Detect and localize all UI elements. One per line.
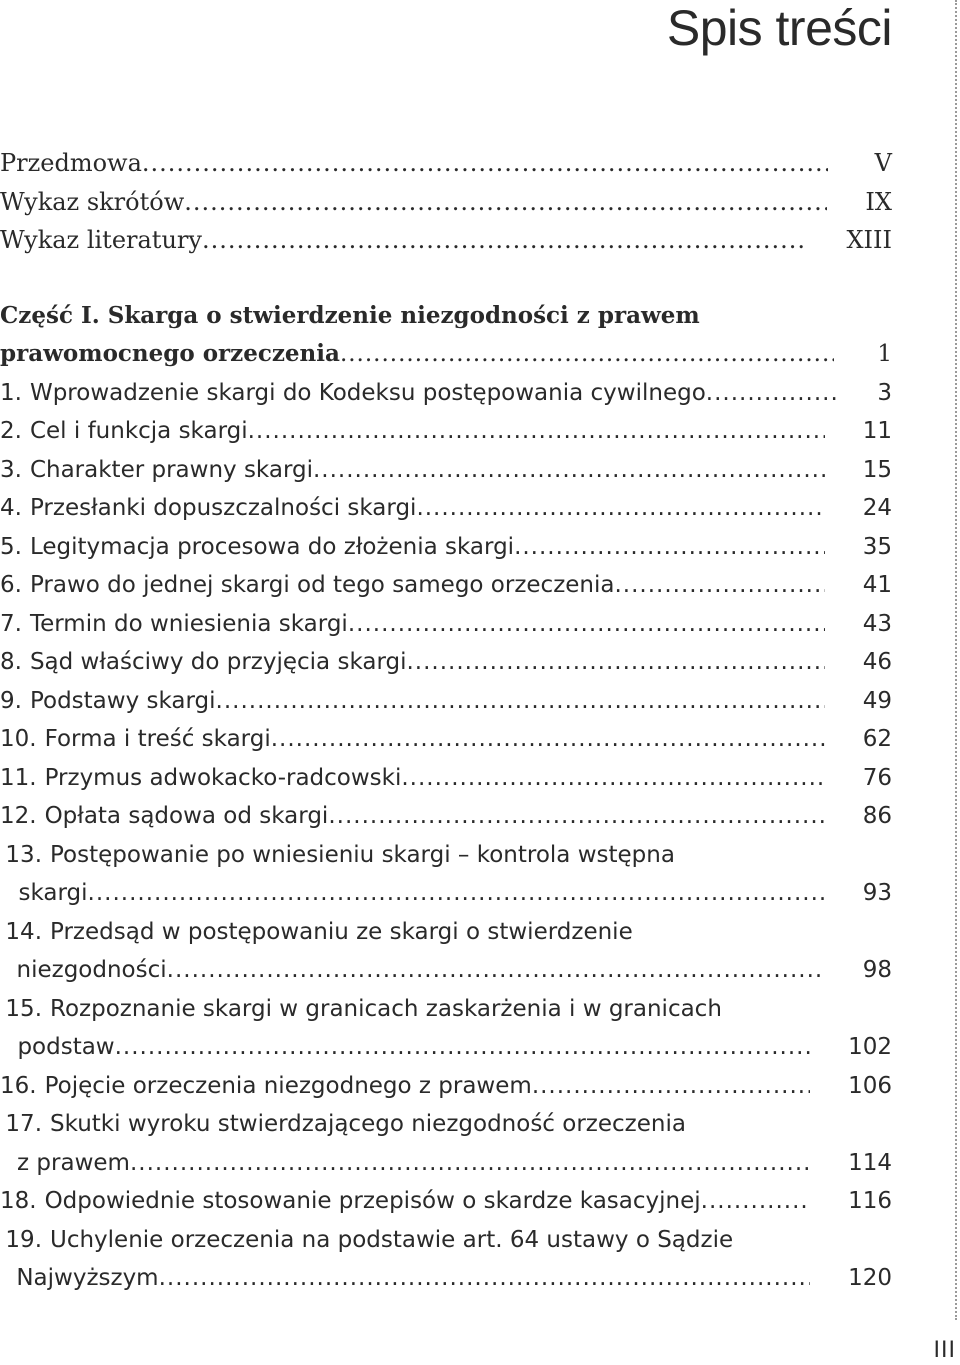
leader-dots (401, 759, 824, 798)
toc-entry-preface[interactable] (0, 144, 892, 183)
chapter-number: 14. (5, 918, 42, 945)
toc-entry-page: V (874, 149, 892, 177)
chapter-title: Forma i treść skargi (44, 726, 271, 752)
chapter-title: niezgodności (16, 957, 167, 983)
toc-entry-page: 49 (862, 687, 892, 714)
leader-dots (532, 1067, 810, 1106)
leader-dots (706, 374, 840, 413)
toc-entry-page: 102 (848, 1034, 892, 1060)
leader-dots (184, 183, 827, 222)
leader-dots (130, 1144, 810, 1183)
toc-entry-page: 11 (862, 418, 892, 444)
toc-part-heading[interactable] (0, 297, 892, 374)
chapter-title: Sąd właściwy do przyjęcia skargi (29, 649, 407, 675)
chapter-list (0, 374, 892, 1298)
toc-chapter-entry[interactable] (0, 836, 892, 913)
chapter-title: Skutki wyroku stwierdzającego niezgodność orzeczenia (50, 1111, 686, 1137)
section-gap (0, 260, 892, 297)
toc-chapter-entry[interactable] (0, 1182, 892, 1221)
chapter-number: 18. (0, 1188, 37, 1214)
chapter-title: Rozpoznanie skargi w granicach zaskarżenia i w granicach (50, 995, 722, 1022)
leader-dots (248, 412, 825, 451)
toc-entry-page: 24 (862, 495, 892, 521)
toc-chapter-entry[interactable] (0, 489, 892, 528)
chapter-number: 11. (0, 764, 37, 791)
chapter-title: z prawem (17, 1149, 130, 1176)
leader-dots (167, 951, 825, 990)
chapter-title: Przymus adwokacko-radcowski (44, 764, 402, 791)
toc-entry-page: 43 (862, 610, 892, 637)
chapter-number: 7. (0, 610, 22, 637)
front-matter-list (0, 144, 892, 260)
toc-chapter-entry[interactable] (0, 682, 892, 721)
toc-entry-page: 106 (848, 1072, 892, 1099)
chapter-title: Cel i funkcja skargi (29, 418, 248, 444)
toc-chapter-entry[interactable] (0, 643, 892, 682)
chapter-title: Opłata sądowa od skargi (44, 803, 329, 829)
chapter-number: 19. (5, 1226, 42, 1253)
chapter-number: 5. (0, 533, 22, 560)
chapter-title: Odpowiednie stosowanie przepisów o skardze kasacyjnej (44, 1188, 701, 1214)
toc-chapter-entry[interactable] (0, 566, 892, 605)
chapter-title: Termin do wniesienia skargi (29, 610, 348, 637)
toc-entry-page: 35 (862, 533, 892, 560)
toc-chapter-entry[interactable] (0, 720, 892, 759)
toc-chapter-entry[interactable] (0, 374, 892, 413)
chapter-title: Podstawy skargi (29, 687, 216, 714)
leader-dots (615, 566, 825, 605)
toc-entry-page: 120 (848, 1265, 892, 1291)
chapter-title: Przedsąd w postępowaniu ze skargi o stwierdzenie (50, 918, 633, 945)
leader-dots (701, 1182, 810, 1221)
chapter-number: 3. (0, 456, 22, 483)
leader-dots (416, 489, 824, 528)
leader-dots (271, 720, 825, 759)
chapter-title: Najwyższym (16, 1265, 159, 1291)
toc-chapter-entry[interactable] (0, 1105, 892, 1182)
toc-entry-page: 62 (862, 726, 892, 752)
toc-chapter-entry[interactable] (0, 797, 892, 836)
chapter-title: Charakter prawny skargi (29, 456, 313, 483)
toc-entry-title: Wykaz literatury (0, 226, 202, 254)
toc-chapter-entry[interactable] (0, 412, 892, 451)
chapter-title: Prawo do jednej skargi od tego samego orzeczenia (29, 572, 615, 598)
toc-entry-page: 114 (848, 1149, 892, 1176)
leader-dots (407, 643, 825, 682)
toc-chapter-entry[interactable] (0, 913, 892, 990)
chapter-title: Postępowanie po wniesieniu skargi – kontrola wstępna (50, 841, 675, 868)
chapter-number: 6. (0, 572, 22, 598)
leader-dots (340, 335, 834, 374)
toc-entry-title: Przedmowa (0, 149, 142, 177)
page-title: Spis treści (666, 0, 892, 56)
leader-dots (328, 797, 824, 836)
toc-entry-page: 15 (862, 456, 892, 483)
toc-entry-page: 3 (877, 379, 892, 406)
toc-chapter-entry[interactable] (0, 1067, 892, 1106)
chapter-title: Przesłanki dopuszczalności skargi (29, 495, 417, 521)
toc-entry-page: XIII (846, 226, 892, 254)
chapter-number: 10. (0, 726, 37, 752)
leader-dots (115, 1028, 810, 1067)
toc-chapter-entry[interactable] (0, 528, 892, 567)
chapter-number: 17. (5, 1111, 42, 1137)
chapter-title: Wprowadzenie skargi do Kodeksu postępowania cywilnego (29, 379, 706, 406)
chapter-number: 13. (5, 841, 42, 868)
toc-chapter-entry[interactable] (0, 1221, 892, 1298)
chapter-number: 16. (0, 1072, 37, 1099)
chapter-title: skargi (18, 880, 88, 906)
chapter-title: podstaw (17, 1034, 115, 1060)
chapter-number: 9. (0, 687, 22, 714)
chapter-number: 12. (0, 803, 37, 829)
toc-chapter-entry[interactable] (0, 605, 892, 644)
leader-dots (514, 528, 825, 567)
leader-dots (348, 605, 825, 644)
chapter-title: Legitymacja procesowa do złożenia skargi (29, 533, 515, 560)
toc-entry-page: 86 (862, 803, 892, 829)
page-edge-dotted-border (955, 0, 957, 1320)
chapter-number: 15. (5, 995, 42, 1022)
leader-dots (313, 451, 825, 490)
toc-entry-page: 93 (862, 880, 892, 906)
toc-entry-abbreviations[interactable] (0, 183, 892, 222)
toc-entry-page: 116 (848, 1188, 892, 1214)
chapter-number: 4. (0, 495, 22, 521)
toc-entry-page: 98 (862, 957, 892, 983)
leader-dots (202, 221, 809, 260)
toc-entry-page: IX (865, 187, 892, 216)
table-of-contents (0, 144, 892, 1298)
leader-dots (159, 1259, 811, 1298)
leader-dots (142, 144, 828, 183)
leader-dots (216, 682, 825, 721)
toc-entry-literature[interactable] (0, 221, 892, 260)
page-number: III (933, 1338, 956, 1363)
toc-entry-title: Wykaz skrótów (0, 187, 185, 216)
chapter-number: 1. (0, 379, 22, 406)
toc-chapter-entry[interactable] (0, 990, 892, 1067)
leader-dots (88, 874, 825, 913)
toc-entry-page: 76 (862, 764, 892, 791)
toc-chapter-entry[interactable] (0, 451, 892, 490)
chapter-title: Pojęcie orzeczenia niezgodnego z prawem (44, 1072, 532, 1099)
part-title-line2: prawomocnego orzeczenia (0, 340, 340, 367)
toc-chapter-entry[interactable] (0, 759, 892, 798)
toc-entry-page: 41 (862, 572, 892, 598)
part-title-line1: Część I. Skarga o stwierdzenie niezgodności z prawem (0, 301, 700, 329)
chapter-title: Uchylenie orzeczenia na podstawie art. 64 ustawy o Sądzie (50, 1226, 734, 1253)
chapter-number: 8. (0, 649, 22, 675)
toc-entry-page: 1 (877, 341, 892, 367)
chapter-number: 2. (0, 418, 22, 444)
toc-entry-page: 46 (862, 649, 892, 675)
